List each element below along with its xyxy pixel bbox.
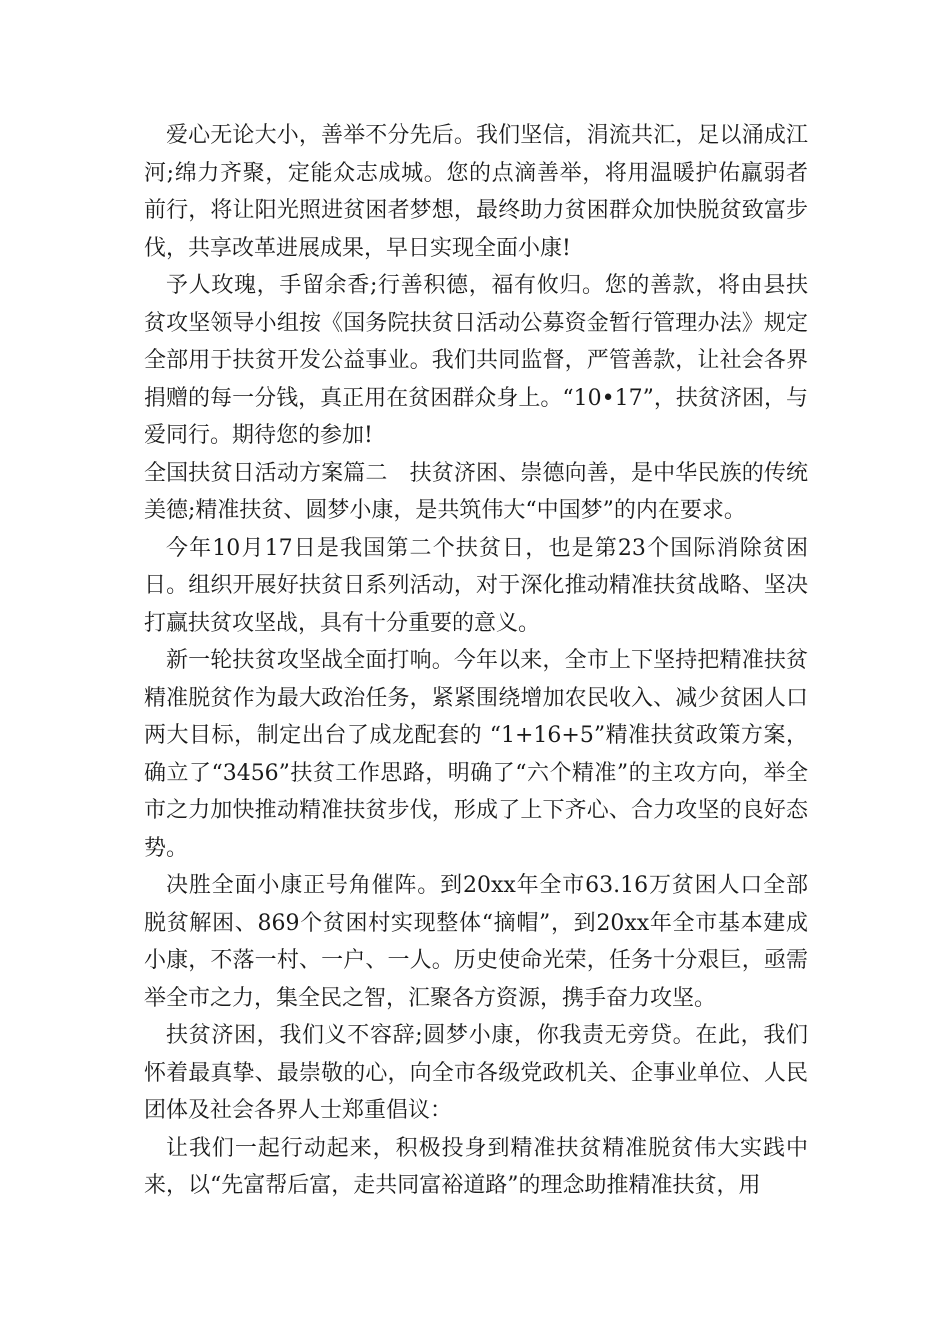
paragraph-xiaokang: 决胜全面小康正号角催阵。到20xx年全市63.16万贫困人口全部脱贫解困、869个贫困村实现整体“摘帽”，到20xx年全市基本建成小康，不落一村、一户、一人。历史使命光荣，任务十分艰巨，亟需举全市之力，集全民之智，汇聚各方资源，携手奋力攻坚。 bbox=[144, 873, 808, 1011]
paragraph-call-to-action: 让我们一起行动起来，积极投身到精准扶贫精准脱贫伟大实践中来，以“先富帮后富，走共同富裕道路”的理念助推精准扶贫，用 bbox=[144, 1135, 808, 1198]
paragraph-poverty-day: 今年10月17日是我国第二个扶贫日，也是第23个国际消除贫困日。组织开展好扶贫日系列活动，对于深化推动精准扶贫战略、坚决打赢扶贫攻坚战，具有十分重要的意义。 bbox=[144, 535, 808, 636]
paragraph-charity: 爱心无论大小，善举不分先后。我们坚信，涓流共汇，足以涌成江河;绵力齐聚，定能众志成城。您的点滴善举，将用温暖护佑羸弱者前行，将让阳光照进贫困者梦想，最终助力贫困群众加快脱贫致富步伐，共享改革进展成果，早日实现全面小康! bbox=[144, 123, 808, 261]
paragraph-new-campaign: 新一轮扶贫攻坚战全面打响。今年以来，全市上下坚持把精准扶贫精准脱贫作为最大政治任务，紧紧围绕增加农民收入、减少贫困人口两大目标，制定出台了成龙配套的 “1+16+5”精准扶贫政策方案，确立了“3456”扶贫工作思路，明确了“六个精准”的主攻方向，举全市之力加快推动精准扶贫步伐，形成了上下齐心、合力攻坚的良好态势。 bbox=[144, 648, 808, 861]
paragraph-proposal: 扶贫济困，我们义不容辞;圆梦小康，你我责无旁贷。在此，我们怀着最真挚、最崇敬的心，向全市各级党政机关、企事业单位、人民团体及社会各界人士郑重倡议： bbox=[144, 1023, 808, 1123]
paragraph-donation-use: 予人玫瑰，手留余香;行善积德，福有攸归。您的善款，将由县扶贫攻坚领导小组按《国务院扶贫日活动公募资金暂行管理办法》规定全部用于扶贫开发公益事业。我们共同监督，严管善款，让社会各界捐赠的每一分钱，真正用在贫困群众身上。“10•17”，扶贫济困，与爱同行。期待您的参加! bbox=[144, 273, 808, 448]
document-body bbox=[144, 117, 808, 1205]
paragraph-plan-two: 全国扶贫日活动方案篇二 扶贫济困、崇德向善，是中华民族的传统美德;精准扶贫、圆梦小康，是共筑伟大“中国梦”的内在要求。 bbox=[144, 460, 808, 523]
